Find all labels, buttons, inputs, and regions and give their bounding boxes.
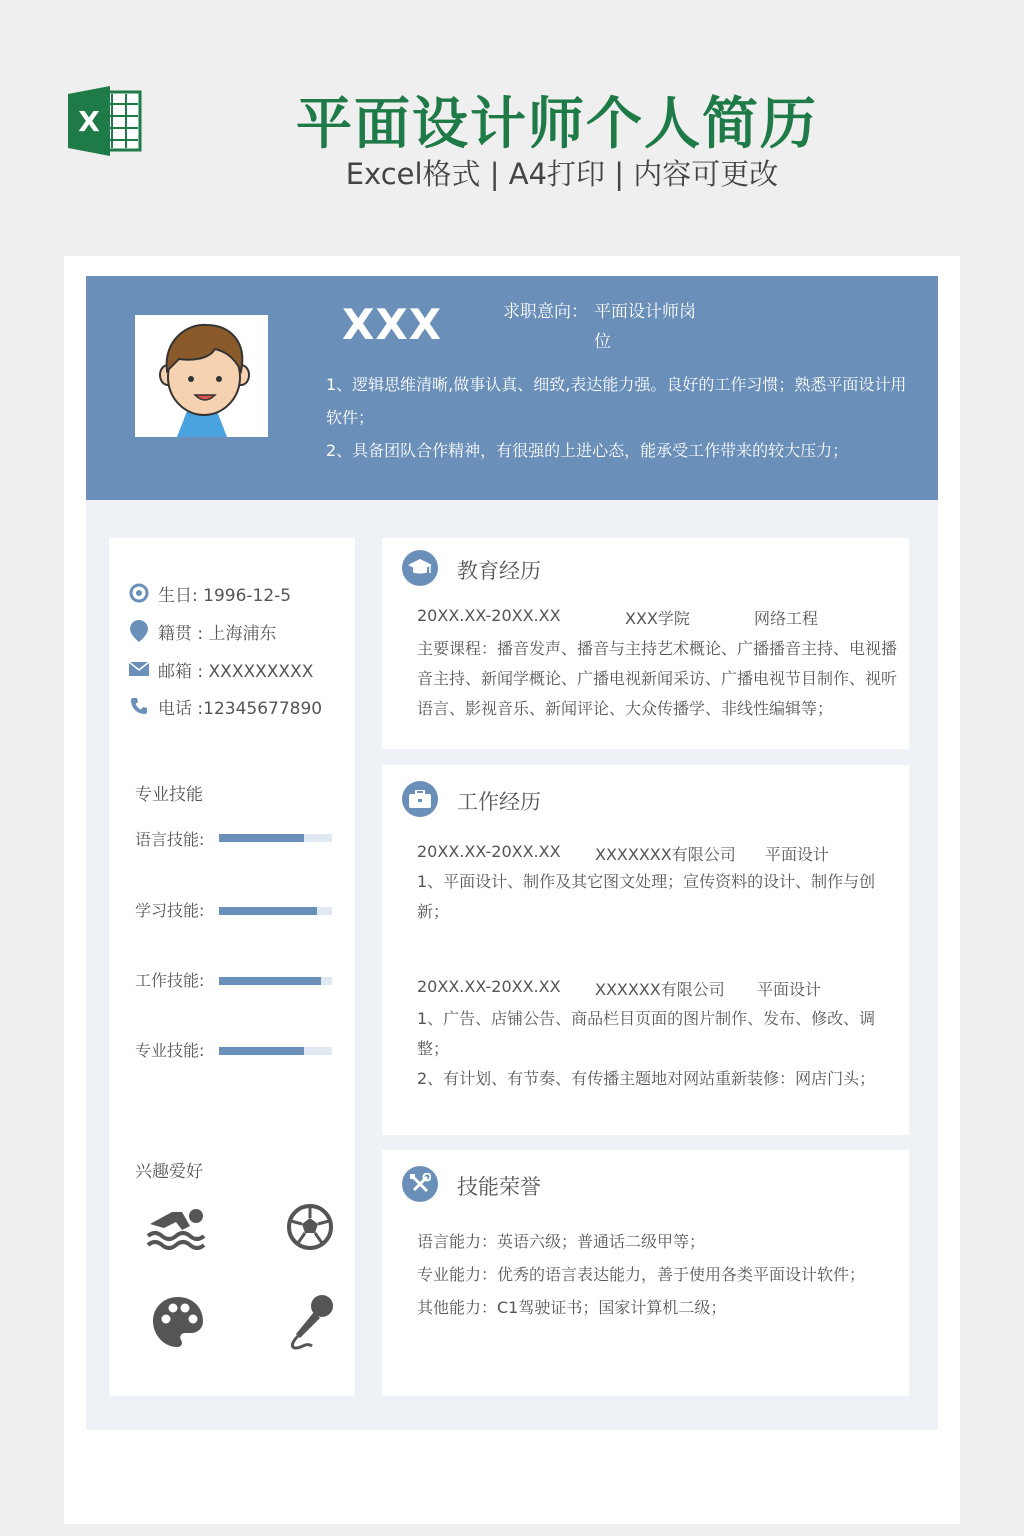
job-position: 平面设计 bbox=[765, 845, 830, 864]
info-phone bbox=[128, 694, 322, 718]
info-text: 籍贯 : 上海浦东 bbox=[158, 623, 277, 644]
skill-label: 专业技能: bbox=[135, 1041, 205, 1060]
summary-line: 1、逻辑思维清晰,做事认真、细致,表达能力强。良好的工作习惯；熟悉平面设计用软件； bbox=[326, 375, 907, 427]
page-title: 平面设计师个人简历 bbox=[296, 92, 818, 157]
info-birthday bbox=[128, 581, 291, 605]
work-title: 工作经历 bbox=[457, 790, 541, 814]
job-duty: 2、有计划、有节奏、有传播主题地对网站重新装修：网店门头； bbox=[417, 1069, 876, 1088]
location-pin-icon bbox=[128, 620, 150, 642]
job-duty: 1、广告、店铺公告、商品栏目页面的图片制作、发布、修改、调整； bbox=[417, 1009, 876, 1058]
candidate-name: XXX bbox=[342, 300, 443, 349]
soccer-ball-icon bbox=[286, 1203, 346, 1263]
education-period: 20XX.XX-20XX.XX bbox=[417, 606, 561, 625]
job-intent-label: 求职意向： bbox=[503, 302, 588, 322]
mail-icon bbox=[128, 658, 150, 680]
tools-icon bbox=[402, 1166, 438, 1202]
education-school: XXX学院 bbox=[625, 609, 690, 628]
skill-bar bbox=[219, 834, 332, 842]
skill-label: 工作技能: bbox=[135, 971, 205, 990]
microphone-icon bbox=[282, 1292, 342, 1352]
skill-bar bbox=[219, 977, 332, 985]
skill-bar-fill bbox=[219, 1047, 304, 1055]
info-text: 生日: 1996-12-5 bbox=[158, 585, 292, 606]
education-major: 网络工程 bbox=[754, 609, 819, 628]
honors-title: 技能荣誉 bbox=[457, 1175, 541, 1199]
job-duty: 1、平面设计、制作及其它图文处理；宣传资料的设计、制作与创新； bbox=[417, 872, 876, 921]
education-title: 教育经历 bbox=[457, 559, 541, 583]
skill-bar-fill bbox=[219, 907, 317, 915]
graduation-cap-icon bbox=[402, 550, 438, 586]
job-intent-value: 平面设计师岗位 bbox=[594, 302, 696, 352]
skill-label: 学习技能: bbox=[135, 901, 205, 920]
target-icon bbox=[128, 582, 150, 604]
info-email bbox=[128, 657, 313, 681]
info-text: 电话 :12345677890 bbox=[158, 698, 323, 719]
skill-bar bbox=[219, 907, 332, 915]
phone-icon bbox=[128, 695, 150, 717]
summary-line: 2、具备团队合作精神，有很强的上进心态，能承受工作带来的较大压力； bbox=[326, 441, 849, 460]
education-courses: 主要课程：播音发声、播音与主持艺术概论、广播播音主持、电视播音主持、新闻学概论、广播电视新闻采访、广播电视节目制作、视听语言、影视音乐、新闻评论、大众传播学、非线性编辑等； bbox=[417, 639, 898, 718]
skills-title: 专业技能 bbox=[135, 785, 203, 805]
skill-bar-fill bbox=[219, 834, 304, 842]
hobbies-title: 兴趣爱好 bbox=[135, 1162, 203, 1182]
info-text: 邮箱 : XXXXXXXXX bbox=[158, 661, 314, 682]
skill-bar-fill bbox=[219, 977, 321, 985]
job-company: XXXXXXX有限公司 bbox=[595, 845, 736, 864]
skill-bar bbox=[219, 1047, 332, 1055]
honor-item: 专业能力：优秀的语言表达能力，善于使用各类平面设计软件； bbox=[417, 1265, 866, 1284]
svg-text:X: X bbox=[78, 105, 100, 138]
job-company: XXXXXX有限公司 bbox=[595, 980, 725, 999]
job-position: 平面设计 bbox=[757, 980, 822, 999]
info-hometown bbox=[128, 619, 277, 643]
avatar bbox=[135, 315, 268, 437]
job-period: 20XX.XX-20XX.XX bbox=[417, 977, 561, 996]
swimming-icon bbox=[146, 1200, 206, 1260]
page-subtitle: Excel格式 | A4打印 | 内容可更改 bbox=[345, 157, 779, 191]
skill-label: 语言技能: bbox=[135, 830, 205, 849]
palette-icon bbox=[151, 1295, 211, 1355]
honor-item: 语言能力：英语六级；普通话二级甲等； bbox=[417, 1232, 706, 1251]
briefcase-icon bbox=[402, 781, 438, 817]
honor-item: 其他能力：C1驾驶证书；国家计算机二级； bbox=[417, 1298, 727, 1317]
summary bbox=[326, 368, 916, 467]
job-period: 20XX.XX-20XX.XX bbox=[417, 842, 561, 861]
